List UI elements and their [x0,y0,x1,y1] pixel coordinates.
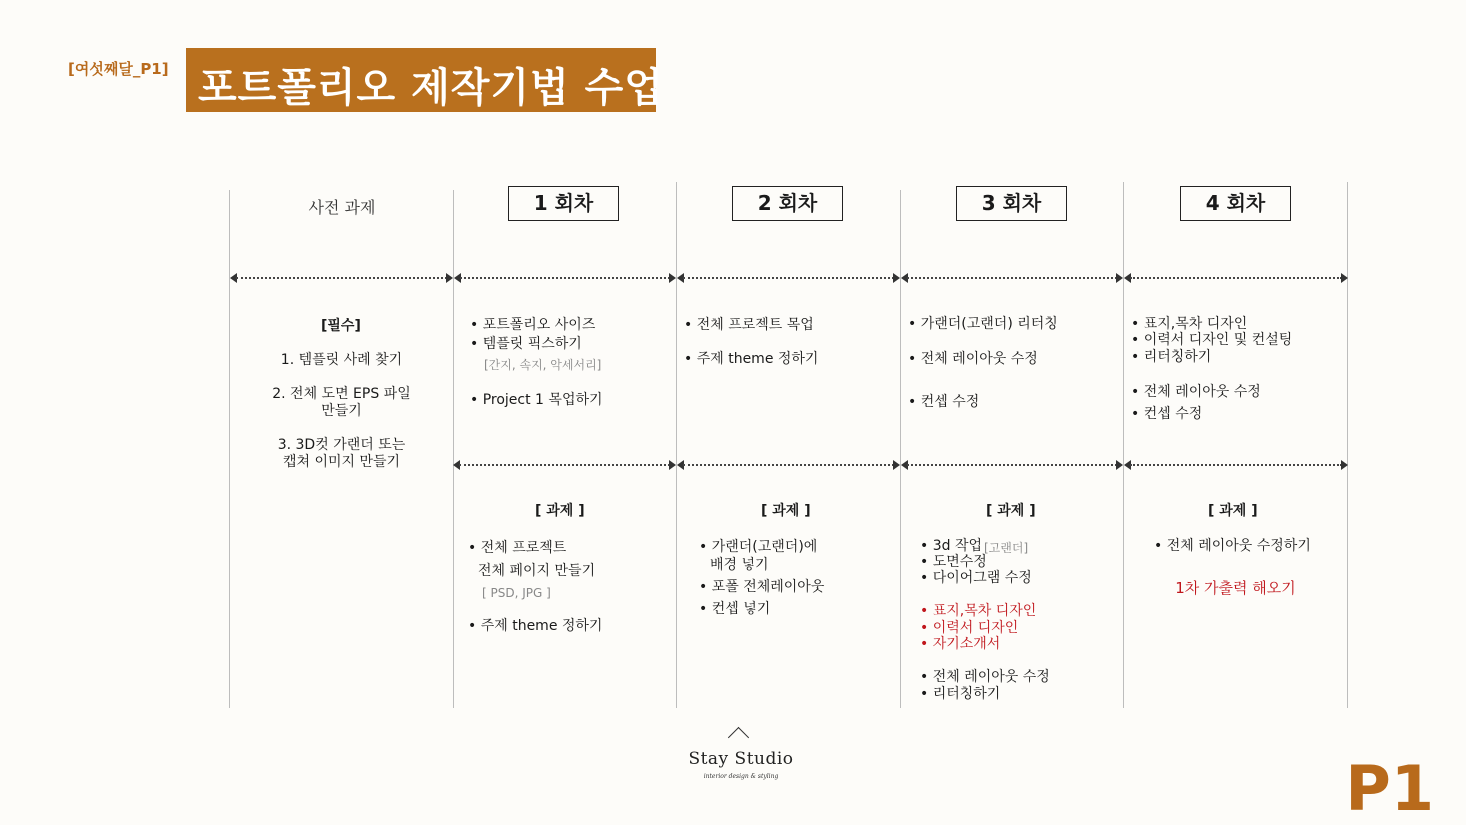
s4-homework-highlight: 1차 가출력 해오기 [1175,579,1296,597]
s4-class-item: • 표지,목차 디자인 [1131,316,1248,332]
pre-assignment-heading: 사전 과제 [308,198,376,217]
s1-class-item: • 템플릿 픽스하기 [470,336,582,352]
column-divider [900,190,901,708]
s1-class-item: • 포트폴리오 사이즈 [470,317,596,333]
s3-homework-item: • 3d 작업 [920,538,983,554]
column-divider [1123,182,1124,708]
chevron-up-icon [728,727,749,748]
s3-homework-item-highlight: • 이력서 디자인 [920,620,1019,636]
column-divider [453,190,454,708]
arrow-right-icon [669,460,676,470]
s3-homework-label: [ 과제 ] [986,503,1036,519]
s1-homework-item: 전체 페이지 만들기 [478,563,596,579]
s3-class-item: • 전체 레이아웃 수정 [908,351,1038,367]
column-divider [676,182,677,708]
s2-homework-item: • 가랜더(고랜더)에 [699,539,818,555]
s4-homework-item: • 전체 레이아웃 수정하기 [1154,538,1311,554]
s2-homework-item: • 포폴 전체레이아웃 [699,579,825,595]
timeline-arrow [677,272,900,284]
session-3-heading: 3 회차 [956,186,1067,221]
s1-class-note: [간지, 속지, 악세서리] [484,358,602,372]
section-tag: [여섯째달_P1] [68,60,169,78]
s1-class-item: • Project 1 목업하기 [470,392,603,408]
session-4-heading: 4 회차 [1180,186,1291,221]
required-label: [필수] [321,318,361,334]
s1-homework-item: • 주제 theme 정하기 [468,618,603,634]
timeline-arrow [901,459,1123,471]
s3-homework-item: • 도면수정 [920,554,987,570]
arrow-right-icon [446,273,453,283]
brand-logo-name: Stay Studio [688,749,794,769]
s2-homework-label: [ 과제 ] [761,503,811,519]
s3-homework-item: • 전체 레이아웃 수정 [920,669,1050,685]
page-title: 포트폴리오 제작기법 수업 [198,65,664,111]
s1-homework-label: [ 과제 ] [535,503,585,519]
pre-item: 2. 전체 도면 EPS 파일 [272,386,411,402]
timeline-arrow [453,459,676,471]
s3-class-item: • 가랜더(고랜더) 리터칭 [908,316,1058,332]
s4-class-item: • 이력서 디자인 및 컨설팅 [1131,332,1293,348]
arrow-right-icon [1116,273,1123,283]
arrow-right-icon [1341,460,1348,470]
timeline-arrow [1124,272,1348,284]
title-banner [186,48,664,112]
s3-homework-item: • 다이어그램 수정 [920,570,1032,586]
s3-homework-item-highlight: • 표지,목차 디자인 [920,603,1037,619]
timeline-arrow [1124,459,1348,471]
s4-class-item: • 전체 레이아웃 수정 [1131,384,1261,400]
session-2-heading: 2 회차 [732,186,843,221]
timeline-arrow [230,272,453,284]
s1-homework-note: [ PSD, JPG ] [482,586,551,600]
s3-homework-item-highlight: • 자기소개서 [920,636,1001,652]
page-number: P1 [1345,752,1434,825]
pre-item: 캡쳐 이미지 만들기 [282,454,401,470]
column-divider [1347,182,1348,708]
s4-class-item: • 리터칭하기 [1131,349,1212,365]
arrow-right-icon [1341,273,1348,283]
s3-homework-note: [고랜더] [984,541,1029,555]
s1-homework-item: • 전체 프로젝트 [468,540,567,556]
timeline-arrow [454,272,676,284]
brand-logo-tagline: interior design & styling [703,773,779,780]
arrow-right-icon [893,460,900,470]
s4-homework-label: [ 과제 ] [1208,503,1258,519]
pre-item: 1. 템플릿 사례 찾기 [280,352,403,368]
arrow-right-icon [669,273,676,283]
session-1-heading: 1 회차 [508,186,619,221]
timeline-arrow [901,272,1123,284]
s3-homework-item: • 리터칭하기 [920,686,1001,702]
timeline-arrow [677,459,900,471]
pre-item: 만들기 [321,403,362,419]
s2-class-item: • 주제 theme 정하기 [684,351,819,367]
s4-class-item: • 컨셉 수정 [1131,406,1203,422]
s2-homework-item: 배경 넣기 [710,557,769,573]
arrow-right-icon [893,273,900,283]
arrow-right-icon [1116,460,1123,470]
s3-class-item: • 컨셉 수정 [908,394,980,410]
s2-class-item: • 전체 프로젝트 목업 [684,317,814,333]
s2-homework-item: • 컨셉 넣기 [699,601,771,617]
pre-item: 3. 3D컷 가랜더 또는 [277,437,406,453]
